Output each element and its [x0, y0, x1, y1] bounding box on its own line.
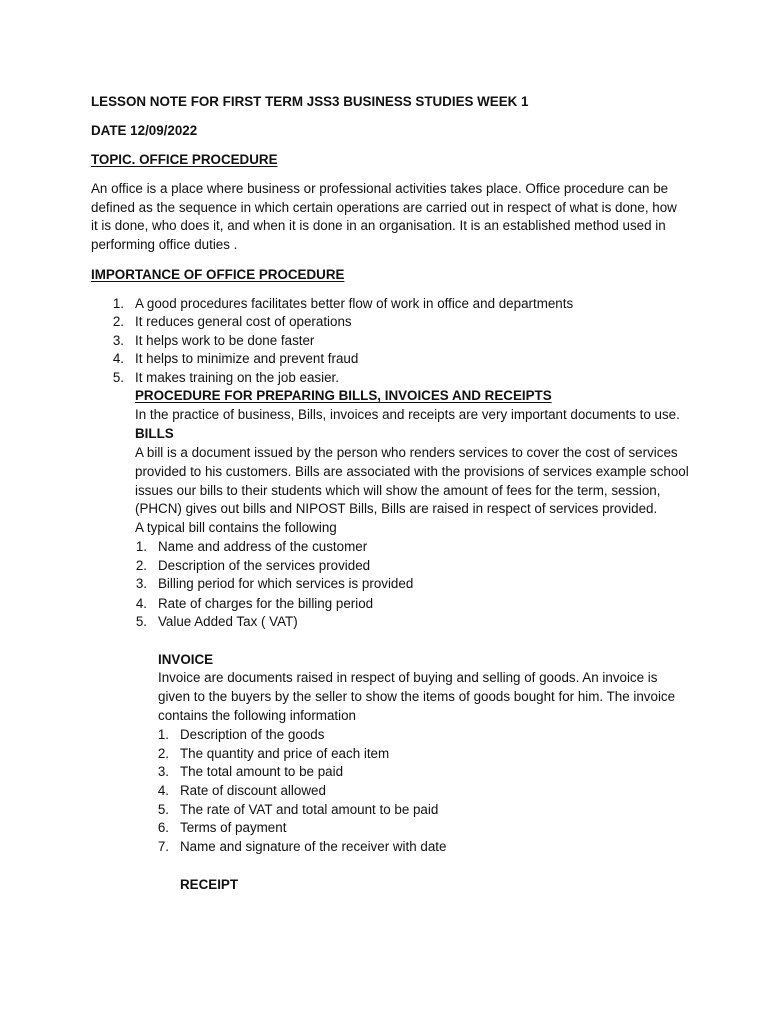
list-number: 7.: [157, 839, 169, 854]
list-item: Description of the services provided: [158, 558, 371, 573]
list-item: Rate of discount allowed: [180, 783, 326, 798]
list-number: 3.: [157, 764, 169, 779]
intro-line: defined as the sequence in which certain operations are carried out in respect of what is done, how: [91, 200, 677, 215]
bills-list-intro: A typical bill contains the following: [135, 520, 337, 535]
list-number: 2.: [157, 746, 169, 761]
list-item: Name and signature of the receiver with date: [180, 839, 447, 854]
invoice-line: Invoice are documents raised in respect of buying and selling of goods. An invoice is: [158, 670, 658, 685]
procedure-heading: PROCEDURE FOR PREPARING BILLS, INVOICES AND RECEIPTS: [135, 388, 552, 403]
bills-line: (PHCN) gives out bills and NIPOST Bills, Bills are raised in respect of services provided.: [135, 501, 658, 516]
list-number: 4.: [157, 783, 169, 798]
list-number: 5.: [157, 802, 169, 817]
list-number: 1.: [157, 727, 169, 742]
list-item: Rate of charges for the billing period: [158, 596, 374, 611]
list-item: Billing period for which services is provided: [158, 576, 414, 591]
bills-line: provided to his customers. Bills are associated with the provisions of services example school: [135, 464, 689, 479]
list-item: It reduces general cost of operations: [135, 314, 352, 329]
list-item: The rate of VAT and total amount to be paid: [180, 802, 439, 817]
lesson-date: DATE 12/09/2022: [91, 123, 198, 138]
topic-heading: TOPIC. OFFICE PROCEDURE: [91, 152, 278, 167]
list-number: 4.: [135, 596, 147, 611]
list-number: 2.: [112, 314, 124, 329]
bills-line: issues our bills to their students which will show the amount of fees for the term, session,: [135, 483, 661, 498]
list-number: 3.: [112, 333, 124, 348]
list-item: Terms of payment: [180, 820, 287, 835]
list-number: 6.: [157, 820, 169, 835]
list-number: 2.: [135, 558, 147, 573]
list-number: 1.: [112, 296, 124, 311]
list-item: The quantity and price of each item: [180, 746, 390, 761]
list-item: The total amount to be paid: [180, 764, 344, 779]
invoice-line: given to the buyers by the seller to show the items of goods bought for him. The invoice: [158, 689, 676, 704]
list-item: Name and address of the customer: [158, 539, 368, 554]
list-item: It makes training on the job easier.: [135, 370, 339, 385]
invoice-line: contains the following information: [158, 708, 356, 723]
list-number: 5.: [135, 614, 147, 629]
intro-line: performing office duties .: [91, 237, 238, 252]
importance-heading: IMPORTANCE OF OFFICE PROCEDURE: [91, 267, 345, 282]
procedure-intro: In the practice of business, Bills, invoices and receipts are very important documents to use.: [135, 407, 680, 422]
list-number: 5.: [112, 370, 124, 385]
list-number: 3.: [135, 576, 147, 591]
list-number: 1.: [135, 539, 147, 554]
bills-heading: BILLS: [135, 426, 174, 441]
list-item: Value Added Tax ( VAT): [158, 614, 298, 629]
list-item: It helps to minimize and prevent fraud: [135, 351, 359, 366]
lesson-title: LESSON NOTE FOR FIRST TERM JSS3 BUSINESS STUDIES WEEK 1: [91, 94, 529, 109]
intro-line: it is done, who does it, and when it is done in an organisation. It is an established method used in: [91, 218, 666, 233]
list-item: It helps work to be done faster: [135, 333, 315, 348]
list-item: Description of the goods: [180, 727, 325, 742]
bills-line: A bill is a document issued by the person who renders services to cover the cost of services: [135, 445, 678, 460]
receipt-heading: RECEIPT: [180, 877, 239, 892]
intro-line: An office is a place where business or professional activities takes place. Office procedure can be: [91, 181, 669, 196]
list-item: A good procedures facilitates better flow of work in office and departments: [135, 296, 574, 311]
list-number: 4.: [112, 351, 124, 366]
invoice-heading: INVOICE: [158, 652, 214, 667]
